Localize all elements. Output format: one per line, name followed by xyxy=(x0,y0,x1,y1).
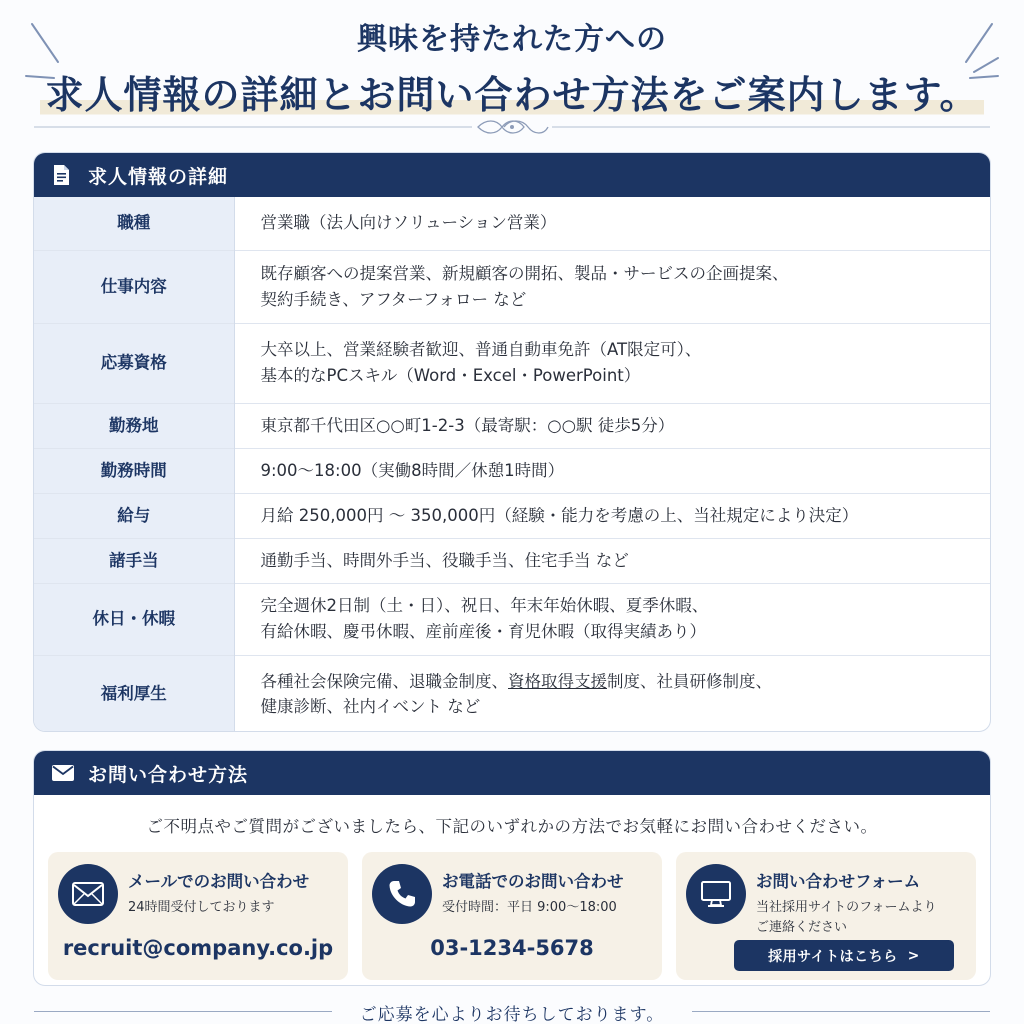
row-label: 勤務地 xyxy=(34,403,234,448)
page-subtitle: 興味を持たれた方への xyxy=(357,22,667,57)
envelope-icon xyxy=(52,762,74,784)
table-row xyxy=(34,538,990,583)
phone-icon xyxy=(372,864,432,924)
row-value: 各種社会保険完備、退職金制度、資格取得支援制度、社員研修制度、 健康診断、社内イベント など xyxy=(234,655,990,732)
phone-contact-card xyxy=(362,852,662,980)
table-row xyxy=(34,403,990,448)
recruit-site-button[interactable] xyxy=(734,940,954,971)
phone-title: お電話でのお問い合わせ xyxy=(442,872,624,891)
form-contact-card xyxy=(676,852,976,980)
row-value: 9:00〜18:00（実働8時間／休憩1時間） xyxy=(234,448,990,493)
job-details-table xyxy=(34,197,990,732)
row-value: 月給 250,000円 〜 350,000円（経験・能力を考慮の上、当社規定により決定） xyxy=(234,493,990,538)
row-value: 東京都千代田区○○町1-2-3（最寄駅：○○駅 徒歩5分） xyxy=(234,403,990,448)
row-label: 諸手当 xyxy=(34,538,234,583)
table-row xyxy=(34,448,990,493)
row-label: 勤務時間 xyxy=(34,448,234,493)
form-subtext: 当社採用サイトのフォームより ご連絡ください xyxy=(756,900,937,935)
page-title xyxy=(0,64,1024,119)
chevron-right-icon: > xyxy=(907,947,920,964)
page-footer xyxy=(0,998,1024,1024)
document-icon xyxy=(52,164,74,186)
job-details-heading: 求人情報の詳細 xyxy=(88,165,229,188)
row-label: 給与 xyxy=(34,493,234,538)
mail-icon xyxy=(58,864,118,924)
row-label: 職種 xyxy=(34,197,234,250)
contact-section xyxy=(33,750,991,986)
table-row xyxy=(34,197,990,250)
row-label: 仕事内容 xyxy=(34,250,234,323)
table-row xyxy=(34,250,990,323)
email-contact-card xyxy=(48,852,348,980)
table-row xyxy=(34,323,990,403)
row-value: 既存顧客への提案営業、新規顧客の開拓、製品・サービスの企画提案、 契約手続き、アフターフォロー など xyxy=(234,250,990,323)
row-label: 休日・休暇 xyxy=(34,583,234,655)
email-title: メールでのお問い合わせ xyxy=(128,872,310,891)
underlined-text: 資格取得支援 xyxy=(508,671,607,691)
monitor-icon xyxy=(686,864,746,924)
row-value: 大卒以上、営業経験者歓迎、普通自動車免許（AT限定可）、 基本的なPCスキル（Word・Excel・PowerPoint） xyxy=(234,323,990,403)
table-row xyxy=(34,493,990,538)
phone-number-link[interactable]: 03-1234-5678 xyxy=(430,936,594,960)
phone-subtext: 受付時間：平日 9:00〜18:00 xyxy=(442,900,617,915)
form-title: お問い合わせフォーム xyxy=(756,872,921,891)
row-label: 応募資格 xyxy=(34,323,234,403)
job-details-section xyxy=(33,152,991,732)
page-title-text: 求人情報の詳細とお問い合わせ方法をご案内します。 xyxy=(40,72,985,117)
contact-header xyxy=(34,751,990,795)
table-row xyxy=(34,655,990,732)
recruit-site-button-label: 採用サイトはこちら xyxy=(768,948,898,965)
footer-message: ご応募を心よりお待ちしております。 xyxy=(359,1005,665,1024)
ornament-divider xyxy=(34,117,990,137)
email-subtext: 24時間受付しております xyxy=(128,900,275,915)
table-row xyxy=(34,583,990,655)
row-value: 通勤手当、時間外手当、役職手当、住宅手当 など xyxy=(234,538,990,583)
page-header xyxy=(0,0,1024,140)
contact-options xyxy=(48,852,978,980)
row-value: 完全週休2日制（土・日）、祝日、年末年始休暇、夏季休暇、 有給休暇、慶弔休暇、産前産後・育児休暇（取得実績あり） xyxy=(234,583,990,655)
email-address-link[interactable]: recruit@company.co.jp xyxy=(62,936,334,960)
contact-heading: お問い合わせ方法 xyxy=(88,763,249,786)
row-value: 営業職（法人向けソリューション営業） xyxy=(260,213,557,233)
job-details-header xyxy=(34,153,990,197)
contact-intro: ご不明点やご質問がございましたら、下記のいずれかの方法でお気軽にお問い合わせください。 xyxy=(146,817,878,836)
row-label: 福利厚生 xyxy=(34,655,234,732)
